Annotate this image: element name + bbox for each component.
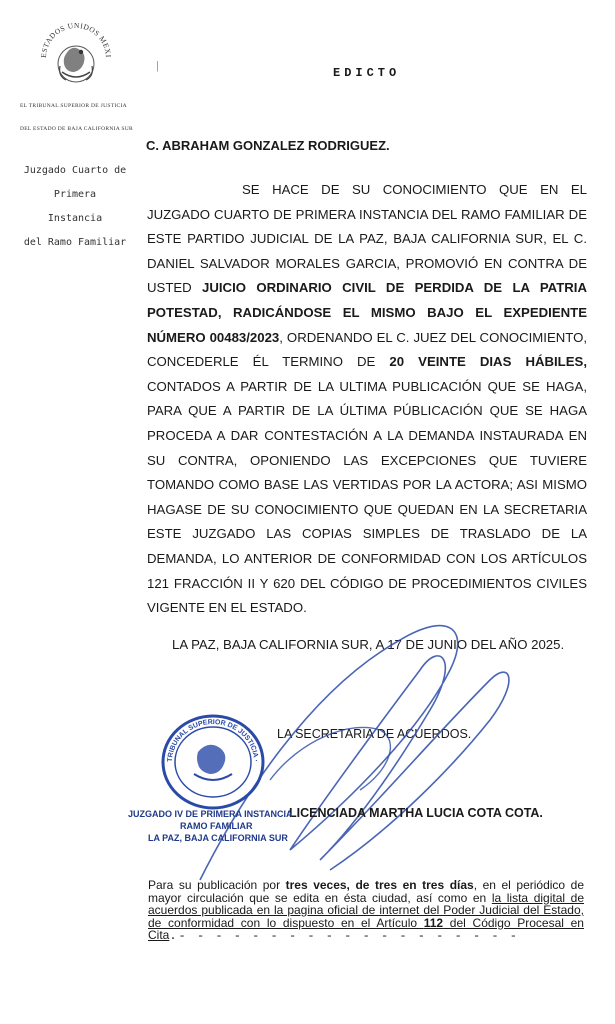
frequency: tres veces, de tres en tres días [285, 878, 474, 892]
rect-stamp-line: JUZGADO IV DE PRIMERA INSTANCIA [128, 809, 293, 819]
seal-arc-text: ESTADOS UNIDOS MEXI [38, 20, 114, 59]
corner-mark: | [156, 60, 159, 72]
signatory-name: LICENCIADA MARTHA LUCIA COTA COTA. [289, 806, 543, 820]
article-number: 112 [423, 915, 444, 930]
footer-text-2: , en el periódico de mayor circulación que se edita en ésta ciudad, así como en [148, 878, 584, 905]
sidebar-line: Juzgado Cuarto de [23, 165, 127, 176]
sidebar-line: del Ramo Familiar [23, 237, 127, 248]
court-rect-stamp [128, 808, 293, 844]
footer-dashes: .- - - - - - - - - - - - - - - - - - - [169, 929, 519, 943]
coat-of-arms-seal [36, 14, 116, 94]
court-name-line-2: DEL ESTADO DE BAJA CALIFORNIA SUR [20, 126, 133, 132]
footer-underlined-1: la lista digital de acuerdos publicada en la pagina oficial de internet del Poder Judicial del Estado, de conformidad con lo dispuesto en el Artículo [148, 890, 585, 930]
sidebar-line: Primera [53, 189, 97, 200]
footer-text-1: Para su publicación por [148, 878, 286, 892]
secretary-title: LA SECRETARIA DE ACUERDOS. [277, 727, 472, 741]
body-text-3: CONTADOS A PARTIR DE LA ULTIMA PUBLICACIÓN QUE SE HAGA, PARA QUE A PARTIR DE LA ÚLTIMA PÚBLICACIÓN QUE SE HAGA PROCEDA A DAR CONTESTACIÓN A LA DEMANDA INSTAURADA EN SU CONTRA, OPONIENDO LAS EXCEPCIONES QUE TUVIERE TOMANDO COMO BASE LAS VERTIDAS POR LA ACTORA; ASI MISMO HAGASE DE SU CONOCIMIENTO QUE QUEDAN EN LA SECRETARIA ESTE JUZGADO LAS COPIAS SIMPLES DE TRASLADO DE LA DEMANDA, LO ANTERIOR DE CONFORMIDAD CON LOS ARTÍCULOS 121 FRACCIÓN II Y 620 DEL CÓDIGO DE PROCEDIMIENTOS CIVILES VIGENTE EN EL ESTADO. [147, 378, 587, 616]
court-sidebar [20, 159, 130, 255]
deadline: 20 VEINTE DIAS HÁBILES, [389, 354, 587, 370]
document-title: EDICTO [333, 66, 401, 80]
date-line: LA PAZ, BAJA CALIFORNIA SUR, A 17 DE JUNIO DEL AÑO 2025. [172, 637, 565, 652]
publication-note [148, 879, 584, 943]
edict-body [147, 178, 587, 621]
body-text-2: , ORDENANDO EL C. JUEZ DEL CONOCIMIENTO, CONCEDERLE ÉL TERMINO DE [147, 329, 588, 370]
addressee: C. ABRAHAM GONZALEZ RODRIGUEZ. [146, 138, 390, 153]
rect-stamp-line: LA PAZ, BAJA CALIFORNIA SUR [148, 833, 288, 843]
rect-stamp-line: RAMO FAMILIAR [180, 821, 253, 831]
case-reference: JUICIO ORDINARIO CIVIL DE PERDIDA DE LA PATRIA POTESTAD, RADICÁNDOSE EL MISMO BAJO EL EXPEDIENTE NÚMERO 00483/2023 [147, 280, 587, 345]
round-stamp-text: TRIBUNAL SUPERIOR DE JUSTICIA · [166, 718, 260, 763]
body-text-1: SE HACE DE SU CONOCIMIENTO QUE EN EL JUZGADO CUARTO DE PRIMERA INSTANCIA DEL RAMO FAMILIAR DE ESTE PARTIDO JUDICIAL DE LA PAZ, BAJA CALIFORNIA SUR, EL C. DANIEL SALVADOR MORALES GARCIA, PROMOVIÓ EN CONTRA DE USTED [147, 182, 587, 296]
court-name-line-1: EL TRIBUNAL SUPERIOR DE JUSTICIA [20, 103, 127, 109]
footer-underlined-2: del Código Procesal en Cita [148, 915, 584, 942]
handwritten-signature [150, 600, 530, 890]
sidebar-line: Instancia [47, 213, 103, 224]
